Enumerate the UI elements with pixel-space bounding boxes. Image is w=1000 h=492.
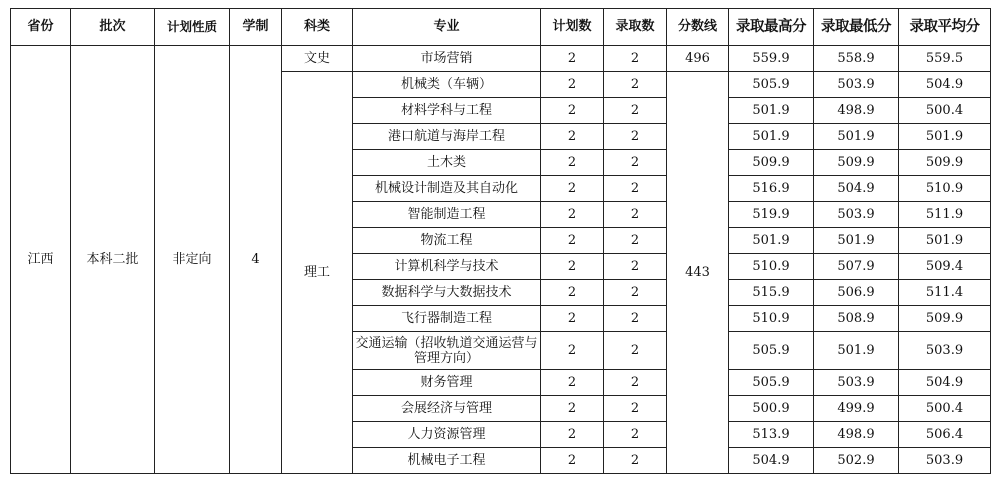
cell-min: 509.9 bbox=[814, 150, 899, 176]
header-plan-count: 计划数 bbox=[541, 9, 604, 46]
cell-major: 会展经济与管理 bbox=[353, 396, 541, 422]
cell-admit: 2 bbox=[604, 124, 667, 150]
admission-table bbox=[10, 8, 991, 474]
cell-avg: 500.4 bbox=[899, 396, 991, 422]
cell-min: 558.9 bbox=[814, 46, 899, 72]
header-plan-type bbox=[155, 9, 230, 46]
cell-min: 502.9 bbox=[814, 448, 899, 474]
cell-plan: 2 bbox=[541, 396, 604, 422]
table-row bbox=[11, 46, 991, 72]
cell-batch: 本科二批 bbox=[71, 46, 155, 474]
cell-admit: 2 bbox=[604, 98, 667, 124]
cell-avg: 501.9 bbox=[899, 228, 991, 254]
cell-admit: 2 bbox=[604, 370, 667, 396]
cell-max: 516.9 bbox=[729, 176, 814, 202]
cell-major: 人力资源管理 bbox=[353, 422, 541, 448]
cell-avg: 501.9 bbox=[899, 124, 991, 150]
cell-major: 材料学科与工程 bbox=[353, 98, 541, 124]
cell-avg: 509.4 bbox=[899, 254, 991, 280]
cell-major: 机械电子工程 bbox=[353, 448, 541, 474]
cell-max: 501.9 bbox=[729, 124, 814, 150]
cell-category-arts: 文史 bbox=[282, 46, 353, 72]
cell-max: 505.9 bbox=[729, 72, 814, 98]
cell-admit: 2 bbox=[604, 306, 667, 332]
cell-major: 计算机科学与技术 bbox=[353, 254, 541, 280]
cell-major: 智能制造工程 bbox=[353, 202, 541, 228]
cell-avg: 506.4 bbox=[899, 422, 991, 448]
cell-plan: 2 bbox=[541, 150, 604, 176]
cell-max: 510.9 bbox=[729, 254, 814, 280]
cell-max: 505.9 bbox=[729, 370, 814, 396]
cell-plan: 2 bbox=[541, 72, 604, 98]
cell-avg: 503.9 bbox=[899, 448, 991, 474]
cell-max: 500.9 bbox=[729, 396, 814, 422]
cell-admit: 2 bbox=[604, 396, 667, 422]
cell-min: 506.9 bbox=[814, 280, 899, 306]
header-category: 科类 bbox=[282, 9, 353, 46]
cell-admit: 2 bbox=[604, 176, 667, 202]
cell-plan: 2 bbox=[541, 202, 604, 228]
cell-major: 物流工程 bbox=[353, 228, 541, 254]
cell-min: 503.9 bbox=[814, 72, 899, 98]
cell-avg: 510.9 bbox=[899, 176, 991, 202]
cell-plan: 2 bbox=[541, 306, 604, 332]
header-major: 专业 bbox=[353, 9, 541, 46]
cell-plan: 2 bbox=[541, 332, 604, 370]
cell-plan: 2 bbox=[541, 422, 604, 448]
cell-cutoff-arts: 496 bbox=[667, 46, 729, 72]
cell-avg: 503.9 bbox=[899, 332, 991, 370]
cell-province: 江西 bbox=[11, 46, 71, 474]
cell-plan: 2 bbox=[541, 176, 604, 202]
cell-min: 501.9 bbox=[814, 124, 899, 150]
cell-major: 财务管理 bbox=[353, 370, 541, 396]
header-min-score: 录取最低分 bbox=[814, 9, 899, 46]
admission-table-container bbox=[10, 8, 991, 474]
header-province: 省份 bbox=[11, 9, 71, 46]
cell-min: 503.9 bbox=[814, 202, 899, 228]
header-duration: 学制 bbox=[230, 9, 282, 46]
cell-max: 501.9 bbox=[729, 98, 814, 124]
cell-avg: 511.9 bbox=[899, 202, 991, 228]
cell-min: 498.9 bbox=[814, 422, 899, 448]
cell-plan-type: 非定向 bbox=[155, 46, 230, 474]
cell-plan: 2 bbox=[541, 98, 604, 124]
cell-plan: 2 bbox=[541, 228, 604, 254]
cell-major: 飞行器制造工程 bbox=[353, 306, 541, 332]
cell-category-science: 理工 bbox=[282, 72, 353, 474]
cell-avg: 509.9 bbox=[899, 306, 991, 332]
cell-avg: 500.4 bbox=[899, 98, 991, 124]
cell-major: 土木类 bbox=[353, 150, 541, 176]
cell-max: 515.9 bbox=[729, 280, 814, 306]
cell-cutoff-science: 443 bbox=[667, 72, 729, 474]
cell-min: 498.9 bbox=[814, 98, 899, 124]
cell-plan: 2 bbox=[541, 254, 604, 280]
cell-admit: 2 bbox=[604, 46, 667, 72]
cell-plan: 2 bbox=[541, 370, 604, 396]
header-batch: 批次 bbox=[71, 9, 155, 46]
cell-duration: 4 bbox=[230, 46, 282, 474]
cell-avg: 559.5 bbox=[899, 46, 991, 72]
cell-max: 510.9 bbox=[729, 306, 814, 332]
cell-min: 507.9 bbox=[814, 254, 899, 280]
cell-admit: 2 bbox=[604, 280, 667, 306]
cell-max: 501.9 bbox=[729, 228, 814, 254]
header-row bbox=[11, 9, 991, 46]
cell-admit: 2 bbox=[604, 448, 667, 474]
cell-admit: 2 bbox=[604, 422, 667, 448]
header-avg-score: 录取平均分 bbox=[899, 9, 991, 46]
cell-avg: 504.9 bbox=[899, 370, 991, 396]
cell-min: 501.9 bbox=[814, 228, 899, 254]
cell-max: 505.9 bbox=[729, 332, 814, 370]
header-admit-count: 录取数 bbox=[604, 9, 667, 46]
cell-admit: 2 bbox=[604, 72, 667, 98]
cell-plan: 2 bbox=[541, 124, 604, 150]
cell-plan: 2 bbox=[541, 280, 604, 306]
header-max-score: 录取最高分 bbox=[729, 9, 814, 46]
cell-max: 559.9 bbox=[729, 46, 814, 72]
cell-admit: 2 bbox=[604, 202, 667, 228]
cell-major: 交通运输（招收轨道交通运营与管理方向） bbox=[353, 332, 541, 370]
cell-avg: 504.9 bbox=[899, 72, 991, 98]
cell-min: 508.9 bbox=[814, 306, 899, 332]
cell-plan: 2 bbox=[541, 46, 604, 72]
cell-max: 513.9 bbox=[729, 422, 814, 448]
cell-major: 数据科学与大数据技术 bbox=[353, 280, 541, 306]
cell-avg: 509.9 bbox=[899, 150, 991, 176]
cell-admit: 2 bbox=[604, 228, 667, 254]
cell-min: 501.9 bbox=[814, 332, 899, 370]
cell-min: 504.9 bbox=[814, 176, 899, 202]
cell-max: 509.9 bbox=[729, 150, 814, 176]
cell-major: 市场营销 bbox=[353, 46, 541, 72]
cell-major: 机械设计制造及其自动化 bbox=[353, 176, 541, 202]
cell-plan: 2 bbox=[541, 448, 604, 474]
cell-major: 机械类（车辆） bbox=[353, 72, 541, 98]
cell-major: 港口航道与海岸工程 bbox=[353, 124, 541, 150]
cell-min: 499.9 bbox=[814, 396, 899, 422]
header-cutoff: 分数线 bbox=[667, 9, 729, 46]
cell-avg: 511.4 bbox=[899, 280, 991, 306]
cell-max: 504.9 bbox=[729, 448, 814, 474]
cell-admit: 2 bbox=[604, 332, 667, 370]
header-plan-type-text: 计划性质 bbox=[166, 19, 217, 34]
cell-admit: 2 bbox=[604, 150, 667, 176]
cell-max: 519.9 bbox=[729, 202, 814, 228]
cell-min: 503.9 bbox=[814, 370, 899, 396]
cell-admit: 2 bbox=[604, 254, 667, 280]
